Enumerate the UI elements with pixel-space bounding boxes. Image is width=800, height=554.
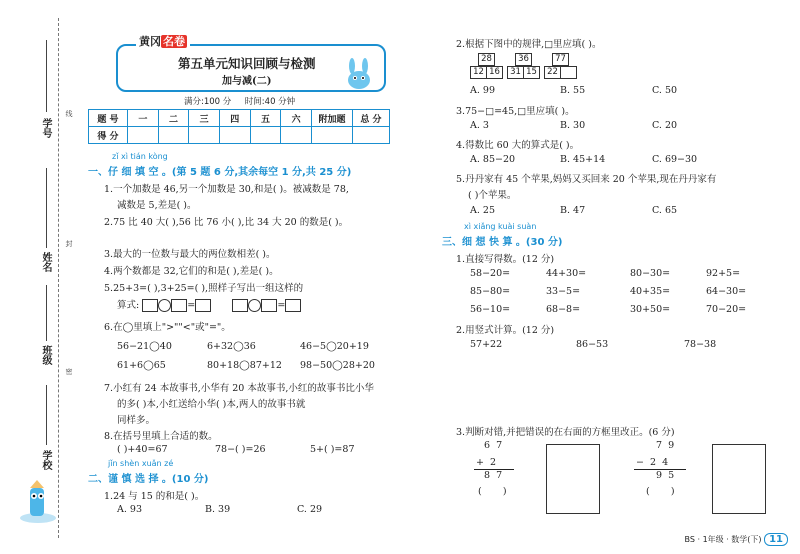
option[interactable]: B. 30 bbox=[560, 120, 586, 131]
answer-box[interactable] bbox=[285, 299, 301, 312]
option[interactable]: A. 3 bbox=[470, 120, 489, 131]
calc-item: 40+35= bbox=[630, 286, 671, 297]
pattern-number: 12 bbox=[470, 66, 487, 79]
option[interactable]: B. 47 bbox=[560, 205, 586, 216]
s3-q3-text: 3.判断对错,并把错误的在右面的方框里改正。(6 分) bbox=[456, 427, 675, 438]
q7-line3: 同样多。 bbox=[117, 415, 156, 426]
score-table-score-row bbox=[89, 127, 390, 144]
vcalc2-top: 7 9 bbox=[656, 440, 675, 451]
option[interactable]: C. 29 bbox=[297, 504, 323, 515]
student-id-label: 学号 bbox=[40, 118, 51, 138]
q8-item: 5+( )=87 bbox=[310, 444, 355, 455]
answer-circle[interactable] bbox=[158, 299, 171, 312]
r-q5-line2: ( )个苹果。 bbox=[468, 190, 517, 201]
pattern-blank-box[interactable] bbox=[560, 66, 577, 79]
option[interactable]: C. 69−30 bbox=[652, 154, 698, 165]
q6-item: 46−5◯20+19 bbox=[300, 341, 369, 352]
score-table bbox=[88, 109, 390, 144]
score-cell: 附加题 bbox=[312, 110, 353, 127]
option[interactable]: B. 55 bbox=[560, 85, 586, 96]
vcalc2-mid: − 2 4 bbox=[636, 457, 669, 468]
q6-text: 6.在◯里填上">""<"或"="。 bbox=[104, 322, 231, 333]
score-input-cell[interactable] bbox=[219, 127, 250, 144]
option[interactable]: C. 20 bbox=[652, 120, 678, 131]
answer-circle[interactable] bbox=[248, 299, 261, 312]
score-input-cell[interactable] bbox=[158, 127, 189, 144]
q6-item: 6+32◯36 bbox=[207, 341, 256, 352]
option[interactable]: A. 99 bbox=[470, 85, 495, 96]
name-line bbox=[46, 168, 47, 248]
score-cell: 五 bbox=[250, 110, 281, 127]
calc-item: 30+50= bbox=[630, 304, 671, 315]
q1-line2: 减数是 5,差是( )。 bbox=[117, 200, 197, 211]
rabbit-mascot-icon bbox=[340, 58, 378, 92]
seal-mark-feng: 封 bbox=[65, 240, 73, 247]
pattern-number: 31 bbox=[507, 66, 524, 79]
option[interactable]: A. 25 bbox=[470, 205, 495, 216]
score-input-cell[interactable] bbox=[312, 127, 353, 144]
score-cell: 三 bbox=[189, 110, 220, 127]
school-label: 学校 bbox=[40, 450, 51, 470]
pattern-number: 15 bbox=[523, 66, 540, 79]
q2-text: 2.75 比 40 大( ),56 比 76 小( ),比 34 大 20 的数是( )。 bbox=[104, 217, 349, 228]
q3-text: 3.最大的一位数与最大的两位数相差( )。 bbox=[104, 249, 276, 260]
school-line bbox=[46, 385, 47, 445]
calc-item: 85−80= bbox=[470, 286, 511, 297]
vertical-calc-item: 78−38 bbox=[684, 339, 717, 350]
section2-pinyin: jǐn shèn xuǎn zé bbox=[108, 459, 174, 468]
s3-q1-text: 1.直接写得数。(12 分) bbox=[456, 254, 555, 265]
q8-item: 78−( )=26 bbox=[215, 444, 266, 455]
page-title: 第五单元知识回顾与检测 bbox=[178, 56, 316, 71]
answer-box[interactable] bbox=[232, 299, 248, 312]
calc-item: 58−20= bbox=[470, 268, 511, 279]
exam-info: 满分:100 分 时间:40 分钟 bbox=[184, 97, 296, 107]
q7-line2: 的多( )本,小红送给小华( )本,两人的故事书就 bbox=[117, 399, 306, 410]
vcalc1-result: 8 7 bbox=[484, 470, 503, 481]
r-q3-text: 3.75−□=45,□里应填( )。 bbox=[456, 106, 575, 117]
option[interactable]: C. 50 bbox=[652, 85, 678, 96]
calc-item: 80−30= bbox=[630, 268, 671, 279]
correction-box[interactable] bbox=[546, 444, 600, 514]
score-cell: 二 bbox=[158, 110, 189, 127]
s3-q2-text: 2.用竖式计算。(12 分) bbox=[456, 325, 555, 336]
score-input-cell[interactable] bbox=[353, 127, 390, 144]
vcalc2-result: 9 5 bbox=[656, 470, 675, 481]
seal-mark-mi: 密 bbox=[65, 368, 73, 375]
name-label: 姓名 bbox=[40, 252, 51, 272]
correction-box[interactable] bbox=[712, 444, 766, 514]
q4-text: 4.两个数都是 32,它们的和是( ),差是( )。 bbox=[104, 266, 279, 277]
score-cell: 总 分 bbox=[353, 110, 390, 127]
q6-item: 56−21◯40 bbox=[117, 341, 172, 352]
pencil-mascot-icon bbox=[16, 478, 60, 526]
calc-item: 64−30= bbox=[706, 286, 747, 297]
r-q5-line1: 5.丹丹家有 45 个苹果,妈妈又买回来 20 个苹果,现在丹丹家有 bbox=[456, 174, 717, 185]
q7-line1: 7.小红有 24 本故事书,小华有 20 本故事书,小红的故事书比小华 bbox=[104, 383, 374, 394]
section3-title: 三、细 想 快 算 。(30 分) bbox=[442, 237, 563, 248]
publisher-logo: 黄冈 名卷 bbox=[136, 33, 190, 49]
page-subtitle: 加与减(二) bbox=[222, 76, 272, 87]
option[interactable]: B. 39 bbox=[205, 504, 231, 515]
section2-title: 二、谨 慎 选 择 。(10 分) bbox=[88, 474, 209, 485]
score-cell: 四 bbox=[219, 110, 250, 127]
option[interactable]: C. 65 bbox=[652, 205, 678, 216]
answer-box[interactable] bbox=[261, 299, 277, 312]
section3-pinyin: xì xiǎng kuài suàn bbox=[464, 222, 537, 231]
score-cell: 一 bbox=[128, 110, 159, 127]
calc-item: 33−5= bbox=[546, 286, 581, 297]
pattern-number: 22 bbox=[544, 66, 561, 79]
calc-item: 70−20= bbox=[706, 304, 747, 315]
r-q4-text: 4.得数比 60 大的算式是( )。 bbox=[456, 140, 580, 151]
class-line bbox=[46, 285, 47, 341]
score-cell: 得 分 bbox=[89, 127, 128, 144]
judge-paren[interactable]: ( ) bbox=[478, 486, 507, 497]
section1-title: 一、仔 细 填 空 。(第 5 题 6 分,其余每空 1 分,共 25 分) bbox=[88, 167, 352, 178]
answer-box[interactable] bbox=[171, 299, 187, 312]
page-footer bbox=[685, 533, 788, 546]
vertical-calc-item: 57+22 bbox=[470, 339, 503, 350]
pattern-number: 16 bbox=[486, 66, 503, 79]
vcalc1-top: 6 7 bbox=[484, 440, 503, 451]
r-q2-text: 2.根据下图中的规律,□里应填( )。 bbox=[456, 39, 602, 50]
s2-q1-text: 1.24 与 15 的和是( )。 bbox=[104, 491, 205, 502]
calc-item: 56−10= bbox=[470, 304, 511, 315]
page-number: 11 bbox=[764, 533, 788, 546]
vertical-calc-item: 86−53 bbox=[576, 339, 609, 350]
answer-box[interactable] bbox=[195, 299, 211, 312]
class-label: 班级 bbox=[40, 345, 51, 365]
calc-item: 68−8= bbox=[546, 304, 581, 315]
section1-pinyin: zǐ xì tián kòng bbox=[112, 152, 168, 161]
footer-label: BS · 1年级 · 数学(下) bbox=[684, 535, 762, 544]
judge-paren[interactable]: ( ) bbox=[646, 486, 675, 497]
q6-item: 61+6◯65 bbox=[117, 360, 166, 371]
score-input-cell[interactable] bbox=[250, 127, 281, 144]
score-input-cell[interactable] bbox=[189, 127, 220, 144]
q5-line2: 算式: = = bbox=[117, 297, 301, 312]
pattern-number: 36 bbox=[515, 53, 532, 66]
binding-dashed-line bbox=[58, 18, 59, 538]
seal-mark-xian: 线 bbox=[65, 110, 73, 117]
pattern-number: 77 bbox=[552, 53, 569, 66]
score-table-header-row bbox=[89, 110, 390, 127]
option[interactable]: A. 93 bbox=[117, 504, 142, 515]
q8-item: ( )+40=67 bbox=[117, 444, 168, 455]
score-cell: 六 bbox=[281, 110, 312, 127]
student-id-line bbox=[46, 40, 47, 112]
q5-line1: 5.25+3=( ),3+25=( ),照样子写出一组这样的 bbox=[104, 283, 304, 294]
q8-text: 8.在括号里填上合适的数。 bbox=[104, 431, 218, 442]
option[interactable]: B. 45+14 bbox=[560, 154, 606, 165]
score-input-cell[interactable] bbox=[281, 127, 312, 144]
calc-item: 44+30= bbox=[546, 268, 587, 279]
calc-item: 92+5= bbox=[706, 268, 741, 279]
pattern-number: 28 bbox=[478, 53, 495, 66]
score-cell: 题 号 bbox=[89, 110, 128, 127]
q6-item: 80+18◯87+12 bbox=[207, 360, 282, 371]
vcalc1-mid: + 2 bbox=[476, 457, 497, 468]
q6-item: 98−50◯28+20 bbox=[300, 360, 375, 371]
score-input-cell[interactable] bbox=[128, 127, 159, 144]
answer-box[interactable] bbox=[142, 299, 158, 312]
option[interactable]: A. 85−20 bbox=[470, 154, 516, 165]
q1-line1: 1.一个加数是 46,另一个加数是 30,和是( )。被减数是 78, bbox=[104, 184, 349, 195]
